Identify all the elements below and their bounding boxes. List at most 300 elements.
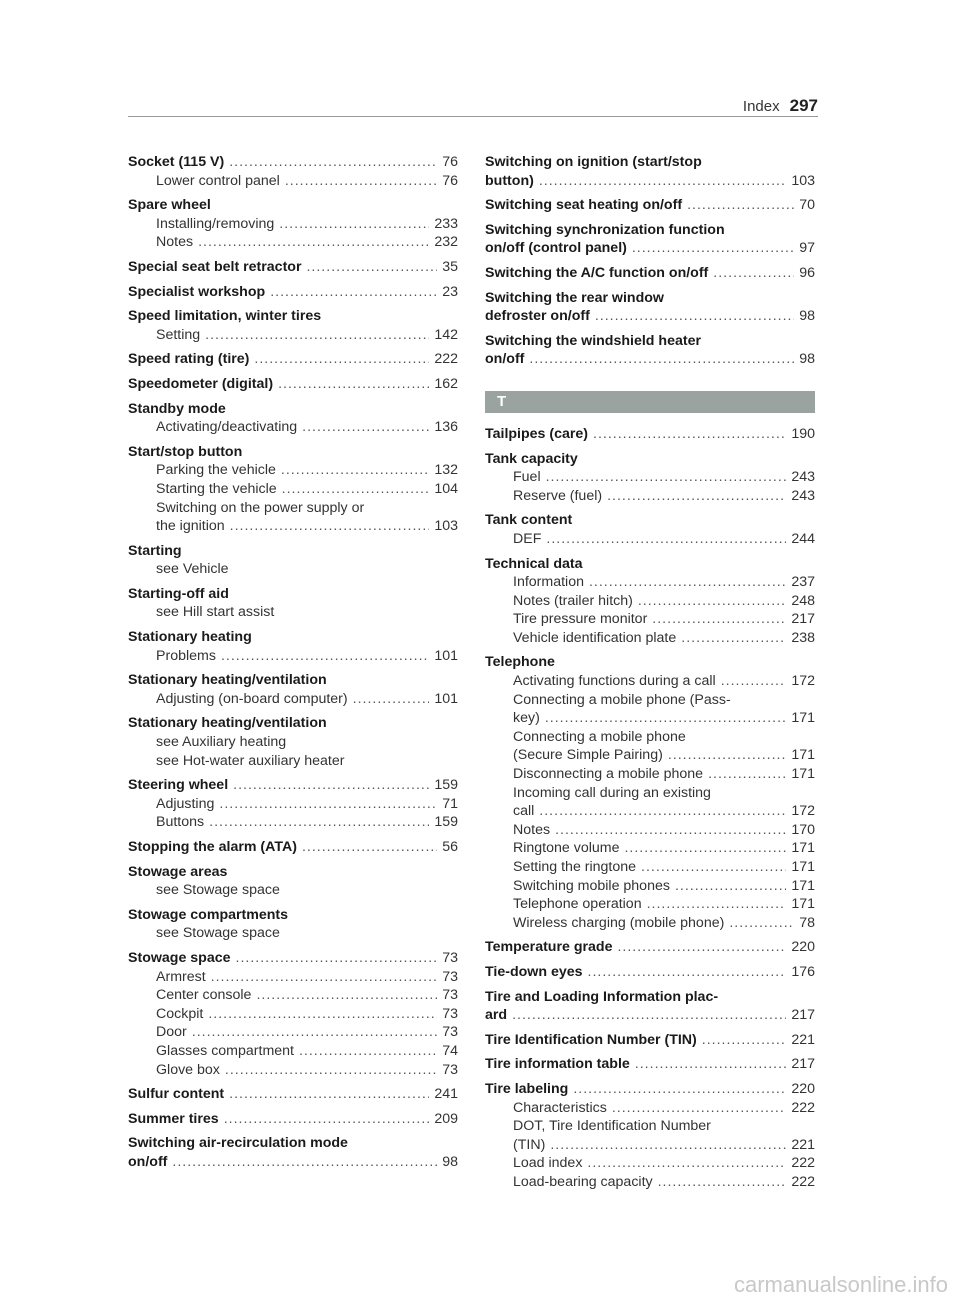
term-text: Connecting a mobile phone	[513, 728, 686, 745]
index-term	[485, 264, 815, 283]
index-entry	[485, 555, 815, 648]
index-subterm	[128, 752, 458, 771]
page-ref-link[interactable]: 23	[442, 283, 458, 300]
index-entry	[485, 938, 815, 957]
page-ref-link[interactable]: 136	[434, 419, 458, 436]
term-text: see Hill start assist	[156, 604, 275, 621]
dot-leader	[612, 1099, 787, 1118]
index-subterm	[128, 603, 458, 622]
index-entry	[128, 283, 458, 302]
page-ref-link[interactable]: 97	[799, 240, 815, 257]
term-text: Wireless charging (mobile phone)	[513, 914, 725, 931]
term-text: Center console	[156, 987, 252, 1004]
index-subterm	[485, 839, 815, 858]
index-column-right	[485, 153, 815, 1198]
page-ref-link[interactable]: 222	[791, 1099, 815, 1116]
index-term	[128, 542, 458, 561]
dot-leader	[225, 1061, 437, 1080]
term-text: Tire and Loading Information plac-	[485, 988, 719, 1005]
index-entry	[485, 196, 815, 215]
page-ref-link[interactable]: 171	[791, 877, 815, 894]
page-ref-link[interactable]: 162	[434, 375, 458, 392]
index-term	[485, 221, 815, 240]
dot-leader	[198, 233, 429, 252]
term-text: ard	[485, 1007, 508, 1024]
index-subterm	[128, 461, 458, 480]
page-ref-link[interactable]: 221	[791, 1031, 815, 1048]
index-section-t	[485, 425, 815, 1192]
term-text: Ringtone volume	[513, 840, 620, 857]
index-term	[485, 963, 815, 982]
index-term	[128, 906, 458, 925]
dot-leader	[681, 629, 786, 648]
dot-leader	[230, 517, 430, 536]
term-text: Telephone operation	[513, 896, 642, 913]
index-subterm	[128, 499, 458, 518]
index-term	[128, 153, 458, 172]
page-ref-link[interactable]: 103	[791, 172, 815, 189]
page-ref-link[interactable]: 209	[434, 1110, 458, 1127]
dot-leader	[282, 480, 430, 499]
dot-leader	[254, 350, 429, 369]
index-subterm	[485, 858, 815, 877]
term-text: Glasses compartment	[156, 1042, 294, 1059]
index-subterm	[485, 895, 815, 914]
dot-leader	[687, 196, 794, 215]
term-text: Specialist workshop	[128, 283, 266, 300]
dot-leader	[539, 172, 786, 191]
index-subterm	[485, 1154, 815, 1173]
index-entry	[128, 714, 458, 770]
page-ref-link[interactable]: 171	[791, 710, 815, 727]
term-text: Tie-down eyes	[485, 963, 583, 980]
dot-leader	[588, 963, 787, 982]
page-ref-link[interactable]: 172	[791, 673, 815, 690]
index-subterm	[485, 784, 815, 803]
dot-leader	[205, 326, 429, 345]
dot-leader	[512, 1006, 786, 1025]
dot-leader	[593, 425, 786, 444]
dot-leader	[233, 776, 429, 795]
index-entry	[485, 264, 815, 283]
term-text: Characteristics	[513, 1099, 607, 1116]
term-text: Notes	[156, 234, 194, 251]
term-text: Setting	[156, 326, 201, 343]
page-ref-link[interactable]: 132	[434, 462, 458, 479]
page-ref-link[interactable]: 159	[434, 814, 458, 831]
index-term	[128, 1153, 458, 1172]
term-text: Stationary heating/ventilation	[128, 672, 327, 689]
index-subterm	[485, 629, 815, 648]
term-text: Load index	[513, 1155, 583, 1172]
page-ref-link[interactable]: 217	[791, 611, 815, 628]
term-text: Temperature grade	[485, 939, 613, 956]
term-text: Setting the ringtone	[513, 859, 637, 875]
index-entry	[128, 863, 458, 900]
term-text: Switching seat heating on/off	[485, 197, 683, 214]
index-subterm	[128, 647, 458, 666]
page-ref-link[interactable]: 171	[791, 840, 815, 857]
page-ref-link[interactable]: 233	[434, 215, 458, 232]
dot-leader	[539, 802, 786, 821]
index-term	[485, 938, 815, 957]
page-ref-link[interactable]: 171	[791, 896, 815, 913]
index-subterm	[485, 573, 815, 592]
term-text: Door	[156, 1024, 187, 1041]
term-text: Stationary heating/ventilation	[128, 715, 327, 732]
index-entry	[128, 443, 458, 536]
term-text: Tank content	[485, 512, 573, 529]
term-text: Stowage compartments	[128, 906, 289, 923]
dot-leader	[587, 1154, 786, 1173]
term-text: see Stowage space	[156, 882, 280, 899]
page-ref-link[interactable]: 238	[791, 629, 815, 646]
page-ref-link[interactable]: 70	[799, 197, 815, 214]
index-term	[485, 1080, 815, 1099]
page-ref-link[interactable]: 171	[791, 859, 815, 875]
page-ref-link[interactable]: 217	[791, 1056, 815, 1073]
page-ref-link[interactable]: 244	[791, 530, 815, 547]
page-ref-link[interactable]: 243	[791, 487, 815, 504]
term-text: Tire pressure monitor	[513, 611, 648, 628]
page-ref-link[interactable]: 248	[791, 592, 815, 609]
page-ref-link[interactable]: 76	[442, 154, 458, 170]
term-text: Telephone	[485, 654, 555, 671]
index-term	[485, 988, 815, 1007]
term-text: Buttons	[156, 814, 205, 831]
index-entry	[128, 196, 458, 252]
dot-leader	[721, 672, 787, 691]
index-entry	[128, 1110, 458, 1129]
index-term	[485, 1031, 815, 1050]
index-subterm	[485, 877, 815, 896]
term-text: Stopping the alarm (ATA)	[128, 839, 297, 855]
index-section-s-continued	[485, 153, 815, 369]
page-ref-link[interactable]: 171	[791, 747, 815, 764]
dot-leader	[299, 1042, 437, 1061]
page-ref-link[interactable]: 78	[799, 914, 815, 931]
term-text: Starting-off aid	[128, 585, 229, 602]
term-text: Tank capacity	[485, 450, 578, 467]
term-text: key)	[513, 710, 540, 727]
term-text: Activating/deactivating	[156, 419, 298, 436]
page-ref-link[interactable]: 73	[442, 968, 458, 985]
term-text: DOT, Tire Identification Number	[513, 1118, 711, 1135]
term-text: see Auxiliary heating	[156, 734, 287, 751]
index-entry	[485, 153, 815, 190]
page-header	[743, 96, 818, 116]
page-ref-link[interactable]: 237	[791, 574, 815, 591]
index-term	[128, 949, 458, 968]
term-text: Connecting a mobile phone (Pass-	[513, 691, 731, 708]
term-text: Reserve (fuel)	[513, 487, 603, 504]
index-entry	[128, 153, 458, 190]
index-entry	[485, 425, 815, 444]
term-text: Socket (115 V)	[128, 154, 225, 170]
term-text: Standby mode	[128, 400, 226, 417]
term-text: see Stowage space	[156, 925, 280, 942]
term-text: Armrest	[156, 968, 206, 985]
index-term	[128, 1110, 458, 1129]
term-text: (TIN)	[513, 1136, 546, 1153]
index-term	[128, 400, 458, 419]
index-entry	[485, 1080, 815, 1192]
page-ref-link[interactable]: 190	[791, 425, 815, 442]
page-ref-link[interactable]: 96	[799, 264, 815, 281]
page-ref-link[interactable]: 222	[791, 1155, 815, 1172]
dot-leader	[668, 746, 787, 765]
index-column-left	[128, 153, 458, 1178]
page-ref-link[interactable]: 74	[442, 1042, 458, 1059]
page-ref-link[interactable]: 142	[434, 326, 458, 343]
term-text: Tailpipes (care)	[485, 425, 589, 442]
index-subterm	[485, 1099, 815, 1118]
index-subterm	[485, 592, 815, 611]
term-text: Adjusting (on-board computer)	[156, 690, 348, 707]
term-text: button)	[485, 172, 534, 189]
index-subterm	[128, 1023, 458, 1042]
page-ref-link[interactable]: 103	[434, 518, 458, 535]
term-text: Technical data	[485, 555, 583, 572]
index-entry	[128, 838, 458, 857]
index-entry	[128, 628, 458, 665]
term-text: Starting the vehicle	[156, 480, 277, 497]
index-term	[485, 1006, 815, 1025]
index-term	[485, 153, 815, 172]
index-subterm	[128, 986, 458, 1005]
index-term	[485, 172, 815, 191]
dot-leader	[607, 487, 786, 506]
dot-leader	[635, 1055, 787, 1074]
dot-leader	[675, 877, 786, 896]
dot-leader	[589, 573, 786, 592]
page-ref-link[interactable]: 73	[442, 987, 458, 1004]
page-ref-link[interactable]: 221	[791, 1136, 815, 1153]
page-ref-link[interactable]: 176	[791, 963, 815, 980]
index-subterm	[128, 924, 458, 943]
term-text: Activating functions during a call	[513, 673, 716, 690]
term-text: Tire labeling	[485, 1080, 569, 1097]
term-text: Load-bearing capacity	[513, 1173, 653, 1190]
page-ref-link[interactable]: 222	[434, 351, 458, 368]
term-text: Adjusting	[156, 795, 215, 812]
page-ref-link[interactable]: 159	[434, 777, 458, 794]
index-term	[485, 1055, 815, 1074]
index-entry	[128, 671, 458, 708]
dot-leader	[221, 647, 429, 666]
term-text: Parking the vehicle	[156, 462, 276, 479]
term-text: defroster on/off	[485, 308, 590, 325]
index-subterm	[485, 468, 815, 487]
index-subterm	[485, 728, 815, 747]
index-entry	[128, 258, 458, 277]
index-subterm	[485, 1173, 815, 1192]
index-subterm	[485, 672, 815, 691]
page-ref-link[interactable]: 98	[799, 351, 815, 368]
page-ref-link[interactable]: 241	[434, 1086, 458, 1103]
term-text: Speedometer (digital)	[128, 375, 274, 392]
dot-leader	[281, 461, 429, 480]
term-text: Switching the A/C function on/off	[485, 264, 709, 281]
index-term	[128, 350, 458, 369]
dot-leader	[545, 709, 787, 728]
term-text: on/off	[128, 1153, 168, 1170]
header-divider	[128, 116, 818, 117]
dot-leader	[658, 1173, 787, 1192]
index-subterm	[485, 1136, 815, 1155]
index-term	[485, 511, 815, 530]
index-subterm	[128, 560, 458, 579]
index-entry	[128, 400, 458, 437]
index-entry	[128, 949, 458, 1079]
page-ref-link[interactable]: 98	[799, 308, 815, 325]
dot-leader	[529, 350, 794, 369]
dot-leader	[647, 895, 787, 914]
dot-leader	[550, 1136, 786, 1155]
page-ref-link[interactable]: 222	[791, 1173, 815, 1190]
dot-leader	[229, 153, 437, 172]
dot-leader	[302, 838, 437, 857]
term-text: Information	[513, 574, 584, 591]
term-text: Stowage space	[128, 949, 231, 966]
letter-heading-t: T	[485, 391, 815, 413]
term-text: Start/stop button	[128, 443, 243, 460]
index-term	[128, 585, 458, 604]
page-ref-link[interactable]: 71	[442, 795, 458, 812]
term-text: Stationary heating	[128, 629, 252, 646]
term-text: Switching the rear window	[485, 289, 664, 306]
index-entry	[128, 1134, 458, 1171]
index-term	[128, 1134, 458, 1153]
index-subterm	[128, 326, 458, 345]
index-entry	[485, 221, 815, 258]
term-text: Lower control panel	[156, 172, 280, 189]
term-text: Steering wheel	[128, 777, 229, 794]
index-subterm	[485, 1117, 815, 1136]
index-subterm	[128, 172, 458, 191]
index-entry	[128, 906, 458, 943]
page-ref-link[interactable]: 73	[442, 1061, 458, 1078]
index-subterm	[485, 802, 815, 821]
page-ref-link[interactable]: 35	[442, 258, 458, 275]
index-entry	[485, 1031, 815, 1050]
term-text: Notes (trailer hitch)	[513, 592, 633, 609]
term-text: Starting	[128, 542, 182, 559]
term-text: Cockpit	[156, 1005, 204, 1022]
dot-leader	[652, 610, 786, 629]
watermark: carmanualsonline.info	[733, 1272, 948, 1297]
term-text: call	[513, 803, 535, 820]
dot-leader	[270, 283, 437, 302]
term-text: Special seat belt retractor	[128, 258, 302, 275]
page-ref-link[interactable]: 243	[791, 469, 815, 486]
index-subterm	[128, 480, 458, 499]
index-subterm	[485, 821, 815, 840]
index-entry	[128, 375, 458, 394]
dot-leader	[632, 239, 794, 258]
page-ref-link[interactable]: 217	[791, 1007, 815, 1024]
index-entry	[128, 307, 458, 344]
dot-leader	[713, 264, 794, 283]
index-subterm	[128, 1061, 458, 1080]
index-term	[128, 196, 458, 215]
index-entry	[128, 585, 458, 622]
page-number: 297	[789, 96, 818, 115]
index-term	[128, 714, 458, 733]
dot-leader	[211, 968, 438, 987]
dot-leader	[208, 1005, 437, 1024]
dot-leader	[595, 307, 794, 326]
dot-leader	[172, 1153, 437, 1172]
term-text: Glove box	[156, 1061, 220, 1078]
dot-leader	[617, 938, 786, 957]
dot-leader	[279, 215, 429, 234]
term-text: Installing/removing	[156, 215, 275, 232]
dot-leader	[192, 1023, 437, 1042]
index-entry	[128, 776, 458, 832]
page-ref-link[interactable]: 73	[442, 949, 458, 966]
index-term	[485, 653, 815, 672]
dot-leader	[702, 1031, 787, 1050]
dot-leader	[285, 172, 437, 191]
page-ref-link[interactable]: 56	[442, 839, 458, 855]
index-entry	[128, 350, 458, 369]
index-term	[485, 425, 815, 444]
term-text: Switching air-recirculation mode	[128, 1135, 348, 1152]
page-ref-link[interactable]: 98	[442, 1153, 458, 1170]
index-term	[485, 289, 815, 308]
dot-leader	[219, 795, 437, 814]
dot-leader	[229, 1085, 429, 1104]
page-ref-link[interactable]: 220	[791, 939, 815, 956]
header-label: Index	[742, 98, 780, 115]
index-entry	[485, 963, 815, 982]
term-text: Tire information table	[485, 1056, 630, 1073]
page-ref-link[interactable]: 170	[791, 821, 815, 838]
dot-leader	[555, 821, 786, 840]
index-term	[485, 196, 815, 215]
index-entry	[485, 511, 815, 548]
term-text: Switching synchronization function	[485, 221, 725, 238]
term-text: Switching on the power supply or	[156, 499, 365, 516]
page-ref-link[interactable]: 73	[442, 1005, 458, 1022]
page-ref-link[interactable]: 73	[442, 1024, 458, 1041]
page-ref-link[interactable]: 76	[442, 172, 458, 189]
index-subterm	[485, 610, 815, 629]
page-ref-link[interactable]: 101	[434, 647, 458, 664]
page-ref-link[interactable]: 104	[434, 480, 458, 497]
page-ref-link[interactable]: 171	[791, 766, 815, 783]
index-term	[485, 555, 815, 574]
index-term	[485, 332, 815, 351]
page-ref-link[interactable]: 101	[434, 690, 458, 707]
page-ref-link[interactable]: 220	[791, 1080, 815, 1097]
dot-leader	[573, 1080, 786, 1099]
index-subterm	[128, 418, 458, 437]
term-text: Vehicle identification plate	[513, 629, 677, 646]
index-term	[485, 350, 815, 369]
index-term	[128, 375, 458, 394]
index-entry	[485, 332, 815, 369]
term-text: Notes	[513, 821, 551, 838]
page-ref-link[interactable]: 232	[434, 234, 458, 251]
page-ref-link[interactable]: 172	[791, 803, 815, 820]
dot-leader	[353, 690, 430, 709]
term-text: Sulfur content	[128, 1086, 225, 1103]
index-subterm	[128, 733, 458, 752]
index-entry	[128, 1085, 458, 1104]
term-text: DEF	[513, 530, 542, 547]
